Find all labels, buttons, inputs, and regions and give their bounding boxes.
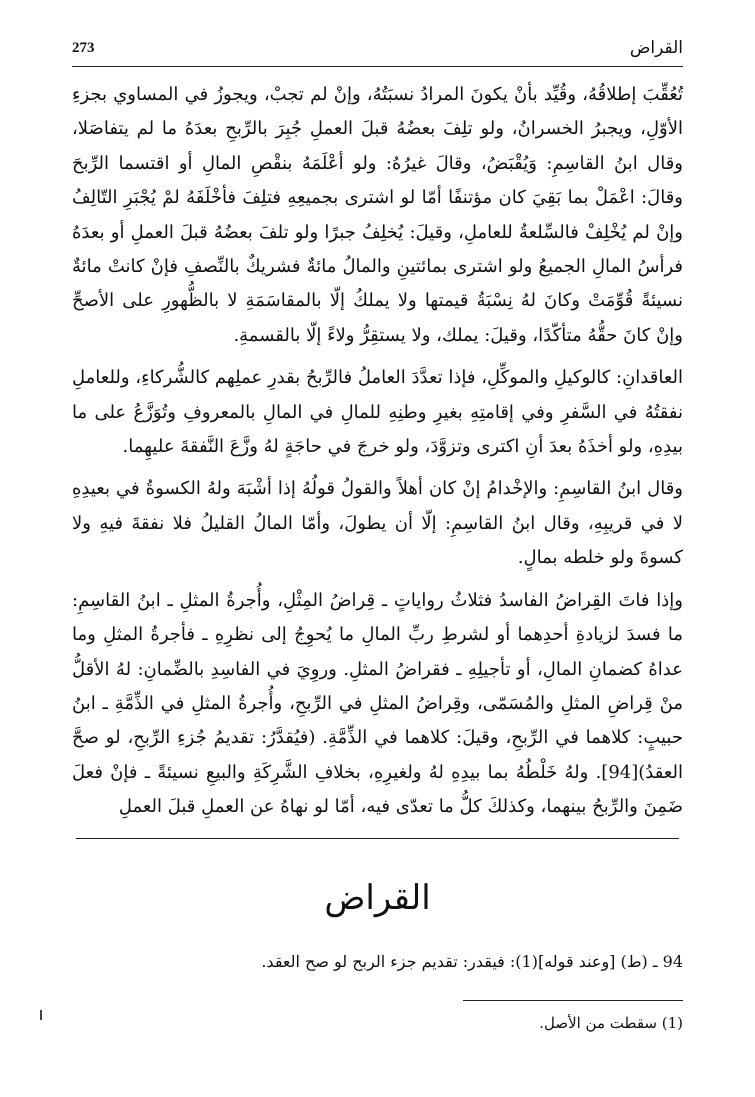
footnote-text: (1) سقطت من الأصل. <box>539 1014 683 1032</box>
paragraph: وقال ابنُ القاسِمِ: والإخْدامُ إنْ كان أهلاً والقولُ قولُهُ إذا أشْبَهَ ولهُ الكسوةُ في بعيدِهِ لا في قريبِهِ، وقال ابنُ القاسِمِ: إلّا أن يطولَ، وأمّا المالُ القليلُ فلا نفقةَ فيهِ ولا كسوةَ ولو خلطه بمالٍ. <box>72 478 683 569</box>
page-header <box>72 38 683 66</box>
footnote-rule <box>463 1000 683 1001</box>
paragraph: وإذا فاتَ القِراضُ الفاسدُ فثلاثُ رواياتٍ ـ قِراضُ المِثْلِ، وأُجرةُ المثلِ ـ ابنُ القاسِمِ: ما فسدَ لزيادةِ أحدِهما أو لشرطِ ربِّ المالِ ما يُحوِجُ إلى نظرِهِ ـ فأجرةُ المثلِ وما عداهُ كضمانِ المالِ، أو تأجيلِهِ ـ فقراضُ المثلِ. وروِيَ في الفاسِدِ بالضِّمانِ: لهُ الأقلُّ منْ قِراضِ المثلِ والمُسَمّى، وقِراضُ المثلِ في الرِّبحِ، وأُجرةُ المثلِ في الذِّمَّةِ ـ ابنُ حبيبٍ: كلاهما في الرِّبحِ، وقيلَ: كلاهما في الذِّمَّةِ. (فيُقدَّرُ: تقديمُ جُزءِ الرِّبحِ، لو صحَّ العقدُ)[94]. ولهُ خَلْطُهُ بما بيدِهِ لهُ ولغيرِهِ، بخلافِ الشَّرِكَةِ والبيعِ نسيئةً ـ فإنْ فعلَ ضَمِنَ والرِّبحُ بينهما، وكذلكَ كلُّ ما تعدّى فيه، أمّا لو نهاهُ عن العملِ قبلَ العملِ <box>72 589 683 818</box>
section-title: القراض <box>324 878 431 918</box>
header-rule <box>72 66 683 67</box>
main-text <box>72 78 683 833</box>
note-text: 94 ـ (ط) [وعند قوله](1): فيقدر: تقديم جزء الربح لو صح العقد. <box>261 952 683 971</box>
paragraph: العاقدانِ: كالوكيلِ والموكِّلِ، فإذا تعدَّدَ العاملُ فالرِّبحُ بقدرِ عملِهم كالشُّركاءِ، وللعاملِ نفقتُهُ في السَّفرِ وفي إقامتِهِ بغيرِ وطنِهِ للمالِ في المالِ بالمعروفِ وتُوَزَّعُ على ما بيدِهِ، ولو أخذَهُ بعدَ أنِ اكترى وتزوَّدَ، ولو خرجَ في حاجَةٍ لهُ وزَّعَ النَّفقةَ عليهِما. <box>72 367 683 458</box>
paragraph: تُعُقِّبَ إطلاقُهُ، وقُيِّد بأنْ يكونَ المرادُ نسبَتُهُ، وإنْ لم تجبْ، ويجوزُ في المساوي بجزءِ الأوّلِ، ويجبرُ الخسرانُ، ولو تلِفَ بعضُهُ قبلَ العملِ جُبِرَ بالرِّبحِ بعدَهُ ما لم يتفاصَلا، وقال ابنُ القاسِمِ: وَيُقْبَضُ، وقالَ غيرُهُ: ولو أعْلَمَهُ بنقْصِ المالِ أو اقتسما الرِّبحَ وقالَ: اعْمَلْ بما بَقِيَ كان مؤتنفًا أمّا لو اشترى بجميعِهِ فتلِفَ فأخْلَفَهُ لمْ يُجْبَرِ التّالِفُ وإنْ لم يُخْلِفْ فالسِّلعةُ للعاملِ، وقيلَ: يُخلِفُ جبرًا ولو تلفَ بعضُهُ قبلَ العملِ أو بعدَهُ فرأسُ المالِ الجميعُ ولو اشترى بمائتينِ والمالُ مائةٌ فشريكٌ بالنِّصفِ فإنْ كانتْ مائةٌ نسيئةً قُوِّمَتْ وكانَ لهُ نِسْبَةُ قيمتها ولا يملكُ إلّا بالمقاسَمَةِ لا بالظُّهورِ على الأصحِّ وإنْ كانَ حقُّهُ متأكّدًا، وقيلَ: يملك، ولا يستقِرُّ ولاءً إلّا بالقسمةِ. <box>72 84 683 346</box>
running-title: القراض <box>629 38 683 58</box>
margin-mark <box>40 1010 42 1020</box>
page-number: 273 <box>72 40 95 56</box>
section-divider <box>76 838 679 839</box>
